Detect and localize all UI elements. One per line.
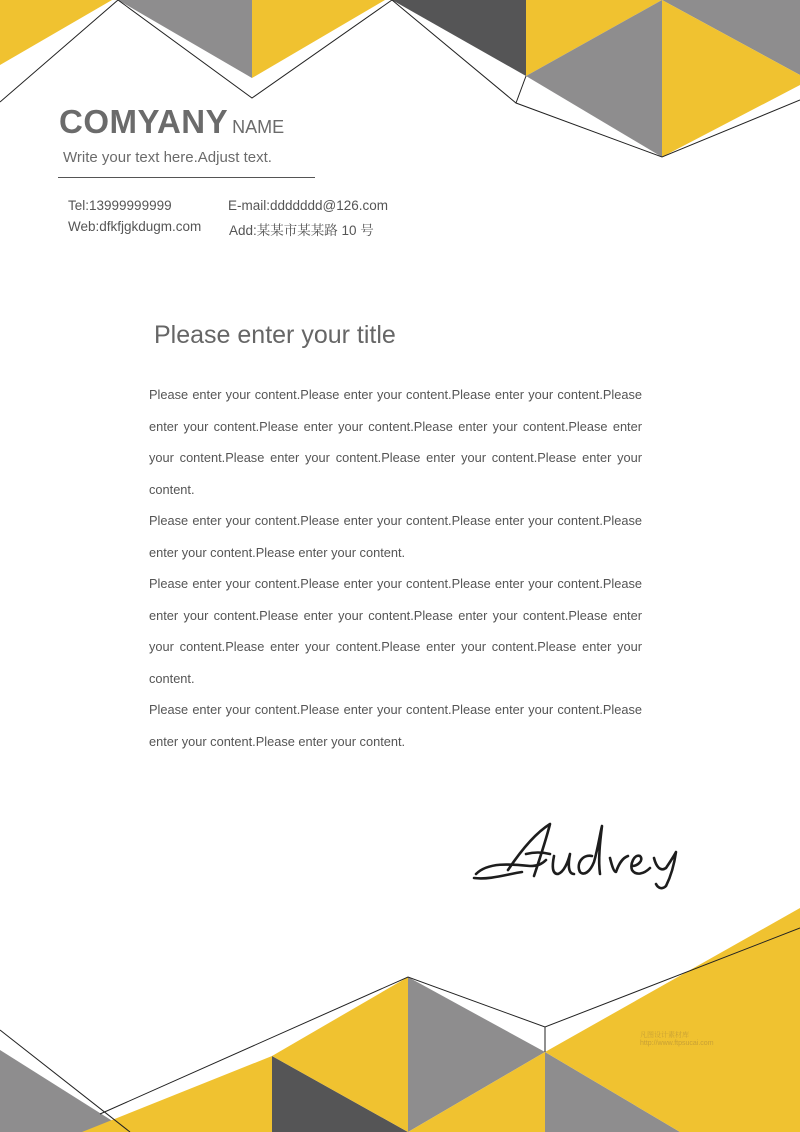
- company-name: COMYANY: [59, 103, 229, 140]
- top-connector-line: [516, 76, 526, 103]
- contact-phone: Tel:13999999999: [68, 198, 172, 213]
- contact-website: Web:dfkfjgkdugm.com: [68, 219, 202, 234]
- top-yellow-triangle-2: [252, 0, 385, 78]
- company-name-suffix: NAME: [232, 117, 285, 137]
- company-heading: [59, 103, 284, 141]
- body-paragraph: Please enter your content.Please enter your content.Please enter your content.Please enter your content.Please enter your content.: [149, 513, 642, 560]
- watermark-line-2: http://www.ftpsucai.com: [640, 1040, 714, 1047]
- bottom-geometric-banner: [0, 900, 800, 1132]
- watermark-line-1: 凡图设计素材库: [640, 1032, 689, 1039]
- contact-email: E-mail:ddddddd@126.com: [228, 198, 389, 213]
- bottom-gray-triangle-1: [0, 1050, 130, 1132]
- top-geometric-banner: [0, 0, 800, 170]
- body-paragraph: Please enter your content.Please enter your content.Please enter your content.Please enter your content.Please enter your content.Please enter your content.Please enter your content.Please enter your content.Please enter your content.Please enter your content.: [149, 387, 642, 497]
- header-divider: [58, 177, 315, 178]
- body-paragraph: Please enter your content.Please enter your content.Please enter your content.Please enter your content.Please enter your content.Please enter your content.Please enter your content.Please enter your content.Please enter your content.Please enter your content.: [149, 576, 642, 686]
- document-title: Please enter your title: [154, 321, 396, 349]
- top-gray-triangle-1: [118, 0, 252, 78]
- top-yellow-triangle-1: [0, 0, 112, 65]
- top-dark-triangle-1: [392, 0, 526, 76]
- body-paragraph: Please enter your content.Please enter your content.Please enter your content.Please enter your content.Please enter your content.: [149, 702, 642, 749]
- tagline: Write your text here.Adjust text.: [63, 149, 272, 166]
- document-body: [149, 379, 642, 757]
- contact-address: Add:某某市某某路 10 号: [229, 223, 374, 238]
- handwritten-signature: [470, 812, 690, 897]
